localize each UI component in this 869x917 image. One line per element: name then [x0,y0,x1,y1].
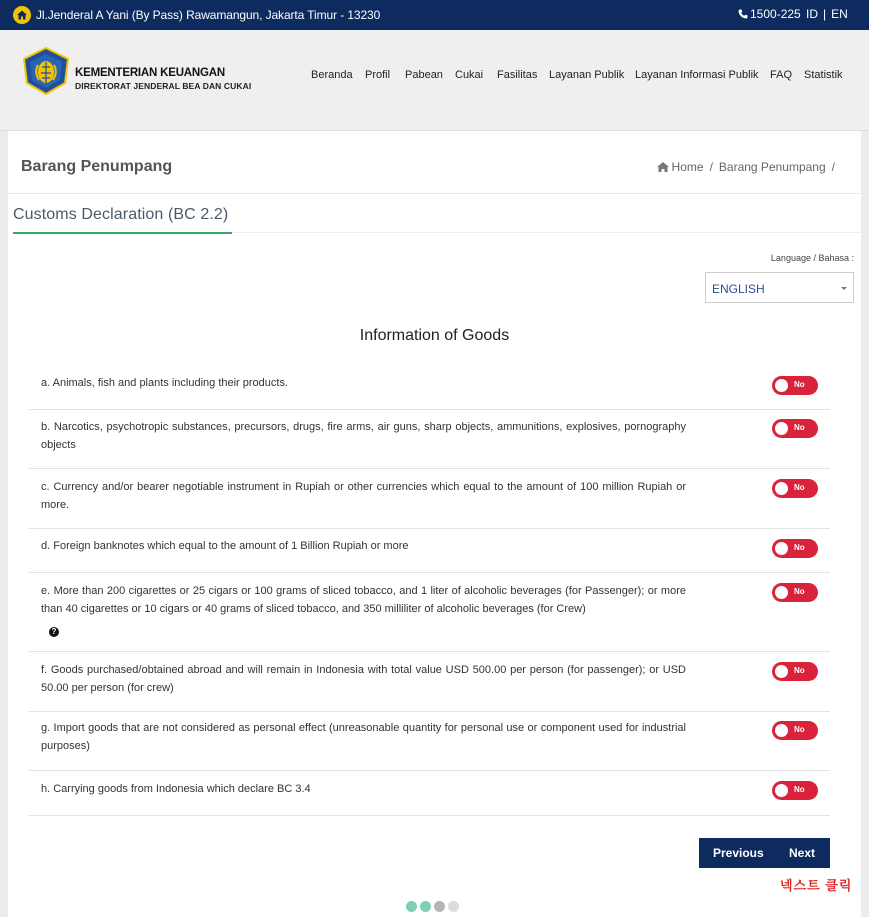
question-text: d. Foreign banknotes which equal to the amount of 1 Billion Rupiah or more [41,540,409,552]
site-header [0,30,869,131]
toggle-knob [775,482,788,495]
nav-profil[interactable]: Profil [365,69,391,81]
question-toggle[interactable] [772,721,818,740]
next-button[interactable]: Next [789,846,816,860]
question-row [29,771,830,816]
question-text: c. Currency and/or bearer negotiable instrument in Rupiah or other currencies which equal to the amount of 100 million Rupiah or more. [41,481,686,511]
page-title: Barang Penumpang [21,158,173,175]
step-dot [420,901,431,912]
nav-cukai[interactable]: Cukai [455,69,484,81]
previous-button[interactable]: Previous [713,846,764,860]
step-dot [406,901,417,912]
toggle-knob [775,724,788,737]
toggle-knob [775,542,788,555]
divider [232,232,861,233]
nav-layanan-informasi-publik[interactable]: Layanan Informasi Publik [635,69,759,81]
lang-id-link[interactable]: ID [806,7,818,21]
toggle-knob [775,379,788,392]
step-dot [448,901,459,912]
nav-faq[interactable]: FAQ [770,69,793,81]
breadcrumb-separator: / [709,160,713,174]
home-icon [657,162,669,172]
divider [8,193,861,194]
lang-separator: | [823,7,827,21]
chevron-down-icon [841,287,847,290]
home-icon[interactable] [13,6,31,24]
question-row [29,573,830,652]
language-selected-value: ENGLISH [712,282,765,296]
phone-number[interactable] [738,7,801,21]
nav-statistik[interactable]: Statistik [804,69,843,81]
breadcrumb-home-label: Home [671,160,704,174]
language-label: Language / Bahasa : [770,253,854,263]
breadcrumb-home[interactable] [657,160,704,174]
question-row [29,410,830,469]
brand-name: KEMENTERIAN KEUANGAN [75,67,225,79]
address-text: Jl.Jenderal A Yani (By Pass) Rawamangun, Jakarta Timur - 13230 [36,8,381,22]
toggle-knob [775,665,788,678]
language-switch [806,7,848,21]
main-content [8,131,861,917]
question-toggle[interactable] [772,781,818,800]
toggle-label: No [794,725,805,734]
toggle-label: No [794,587,805,596]
toggle-knob [775,422,788,435]
breadcrumb [657,160,841,174]
question-toggle[interactable] [772,376,818,395]
question-row [29,529,830,573]
pagination-buttons [699,838,830,868]
ministry-logo[interactable] [21,47,71,95]
section-title: Customs Declaration (BC 2.2) [13,206,229,223]
toggle-knob [775,586,788,599]
question-toggle[interactable] [772,583,818,602]
nav-pabean[interactable]: Pabean [405,69,443,81]
step-dot [434,901,445,912]
toggle-label: No [794,543,805,552]
question-text: a. Animals, fish and plants including their products. [41,377,289,389]
breadcrumb-separator: / [831,160,835,174]
question-toggle[interactable] [772,539,818,558]
question-text: g. Import goods that are not considered as personal effect (unreasonable quantity for personal use or component used for industrial purposes) [41,722,686,752]
phone-label: 1500-225 [750,7,801,21]
nav-layanan-publik[interactable]: Layanan Publik [549,69,625,81]
question-row [29,363,830,410]
question-row [29,652,830,712]
nav-fasilitas[interactable]: Fasilitas [497,69,538,81]
question-text: f. Goods purchased/obtained abroad and will remain in Indonesia with total value USD 500.00 per person (for passenger); or USD 50.00 per person (for crew) [41,664,686,694]
question-toggle[interactable] [772,662,818,681]
nav-beranda[interactable]: Beranda [311,69,353,81]
question-text: b. Narcotics, psychotropic substances, precursors, drugs, fire arms, air guns, sharp objects, ammunitions, explosives, pornography objects [41,421,686,451]
question-row [29,469,830,529]
lang-en-link[interactable]: EN [831,7,848,21]
question-toggle[interactable] [772,479,818,498]
phone-icon [738,9,748,19]
section-underline [13,232,232,234]
toggle-label: No [794,423,805,432]
breadcrumb-current: Barang Penumpang [718,160,826,174]
question-toggle[interactable] [772,419,818,438]
annotation-text: 넥스트 클릭 [780,878,853,893]
brand-subtitle: DIREKTORAT JENDERAL BEA DAN CUKAI [75,81,252,91]
top-bar [0,0,869,30]
toggle-label: No [794,380,805,389]
question-row [29,712,830,771]
goods-heading: Information of Goods [359,327,510,344]
toggle-label: No [794,483,805,492]
question-text: h. Carrying goods from Indonesia which declare BC 3.4 [41,783,311,795]
language-select[interactable] [705,272,854,303]
toggle-knob [775,784,788,797]
toggle-label: No [794,666,805,675]
toggle-label: No [794,785,805,794]
question-mark-icon[interactable]: ? [49,627,59,637]
question-text: e. More than 200 cigarettes or 25 cigars or 100 grams of sliced tobacco, and 1 liter of alcoholic beverages (for Passenger); or more than 40 cigarettes or 10 cigars or 40 grams of sliced tobacco, and 350 milliliter of alcoholic beverages (for Crew) [41,585,686,615]
